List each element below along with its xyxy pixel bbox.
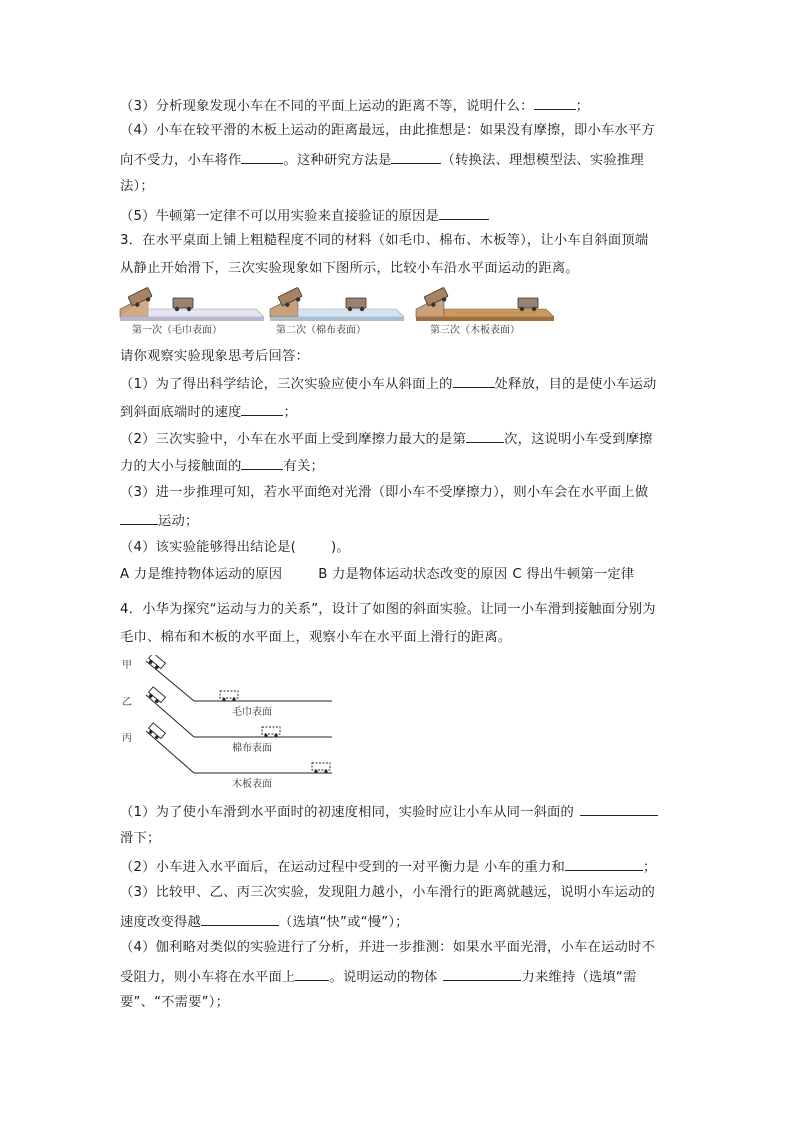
line-options: [120, 565, 680, 585]
caption-second: 第二次（棉布表面）: [276, 325, 366, 336]
line-q4-end: 法）；: [120, 179, 154, 194]
caption-third: 第三次（木板表面）: [430, 325, 520, 336]
ramp-row-yi: [146, 687, 332, 754]
line-q3-3: （3）进一步推理可知，若水平面绝对光滑（即小车不受摩擦力），则小车会在水平面上做: [120, 485, 649, 500]
answer-blank[interactable]: [580, 801, 658, 816]
experiment-panel-wood: [416, 287, 554, 336]
line-q3-3-continued: 运动；: [120, 510, 680, 532]
surface-label-cotton: 棉布表面: [232, 743, 272, 754]
question-3-stem: 3．在水平桌面上铺上粗糙程度不同的材料（如毛巾、棉布、木板等），让小车自斜面顶端: [120, 233, 649, 248]
line-q3-2: （2）三次实验中，小车在水平面上受到摩擦力最大的是第 次，这说明小车受到摩擦: [120, 428, 680, 450]
row-label-bing: 丙: [122, 733, 132, 744]
answer-blank[interactable]: [391, 149, 441, 164]
row-label-jia: 甲: [122, 660, 132, 671]
line-q4-1-continued: 滑下；: [120, 831, 161, 846]
surface-label-wood: 木板表面: [232, 779, 272, 790]
line-q3-4: （4）该实验能够得出结论是( )。: [120, 537, 680, 558]
line-q3-1-continued: 到斜面底端时的速度 ；: [120, 401, 680, 423]
line-q4-1: （1）为了使小车滑到水平面时的初速度相同，实验时应让小车从同一斜面的: [120, 801, 680, 823]
line-q4-2: （2）小车进入水平面后，在运动过程中受到的一对平衡力是 小车的重力和 ；: [120, 856, 680, 878]
experiment-panel-towel: [120, 287, 264, 336]
answer-blank[interactable]: [241, 401, 283, 416]
answer-blank[interactable]: [201, 911, 279, 926]
line-instruction: 请你观察实验现象思考后回答：: [120, 349, 309, 364]
choice-blank[interactable]: [296, 537, 331, 551]
answer-blank[interactable]: [241, 149, 283, 164]
option-a[interactable]: A 力是维持物体运动的原因: [120, 567, 283, 582]
line-q4-3: （3）比较甲、乙、丙三次实验，发现阻力越小，小车滑行的距离就越远，说明小车运动的: [120, 885, 656, 900]
ramp-row-jia: [146, 655, 332, 718]
answer-blank[interactable]: [453, 373, 495, 388]
line-q4-4-end: 要”、“不需要”）；: [120, 995, 230, 1010]
line-q4-reasoning: （4）小车在较平滑的木板上运动的距离最远，由此推想是：如果没有摩擦，即小车水平方: [120, 123, 656, 138]
option-c[interactable]: C 得出牛顿第一定律: [512, 567, 635, 582]
caption-first: 第一次（毛巾表面）: [132, 325, 222, 336]
line-q3-analysis: （3）分析现象发现小车在不同的平面上运动的距离不等，说明什么： ；: [120, 95, 680, 117]
figure-three-experiments: [118, 287, 558, 339]
experiment-panel-cotton: [270, 287, 404, 336]
line-q4-3-continued: 速度改变得越 （选填“快”或“慢”）；: [120, 911, 680, 933]
figure-incline-experiment: [118, 655, 338, 793]
answer-blank[interactable]: [565, 856, 643, 871]
question-4-stem-continued: 毛巾、棉布和木板的水平面上，观察小车在水平面上滑行的距离。: [120, 630, 512, 645]
question-3-stem-continued: 从静止开始滑下，三次实验现象如下图所示，比较小车沿水平面运动的距离。: [120, 261, 579, 276]
line-q4-4-continued: 受阻力，则小车将在水平面上 。说明运动的物体 力来维持（选填“需: [120, 966, 680, 988]
line-q4-continued: 向不受力，小车将作 。这种研究方法是 （转换法、理想模型法、实验推理: [120, 149, 680, 171]
line-q5: （5）牛顿第一定律不可以用实验来直接验证的原因是: [120, 205, 680, 227]
answer-blank[interactable]: [120, 510, 158, 525]
line-q3-2-continued: 力的大小与接触面的 有关；: [120, 455, 680, 477]
ramp-row-bing: [146, 723, 332, 790]
answer-blank[interactable]: [439, 205, 489, 220]
answer-blank[interactable]: [466, 428, 504, 443]
option-b[interactable]: B 力是物体运动状态改变的原因: [318, 567, 508, 582]
answer-blank[interactable]: [443, 966, 521, 981]
line-q3-1: （1）为了得出科学结论，三次实验应使小车从斜面上的 处释放，目的是使小车运动: [120, 373, 680, 395]
answer-blank[interactable]: [534, 95, 576, 110]
question-4-stem: 4．小华为探究“运动与力的关系”，设计了如图的斜面实验。让同一小车滑到接触面分别为: [120, 602, 656, 617]
answer-blank[interactable]: [241, 455, 283, 470]
row-label-yi: 乙: [122, 697, 132, 708]
line-q4-4: （4）伽利略对类似的实验进行了分析，并进一步推测：如果水平面光滑，小车在运动时不: [120, 940, 656, 955]
surface-label-towel: 毛巾表面: [232, 707, 272, 718]
answer-blank[interactable]: [295, 966, 329, 981]
